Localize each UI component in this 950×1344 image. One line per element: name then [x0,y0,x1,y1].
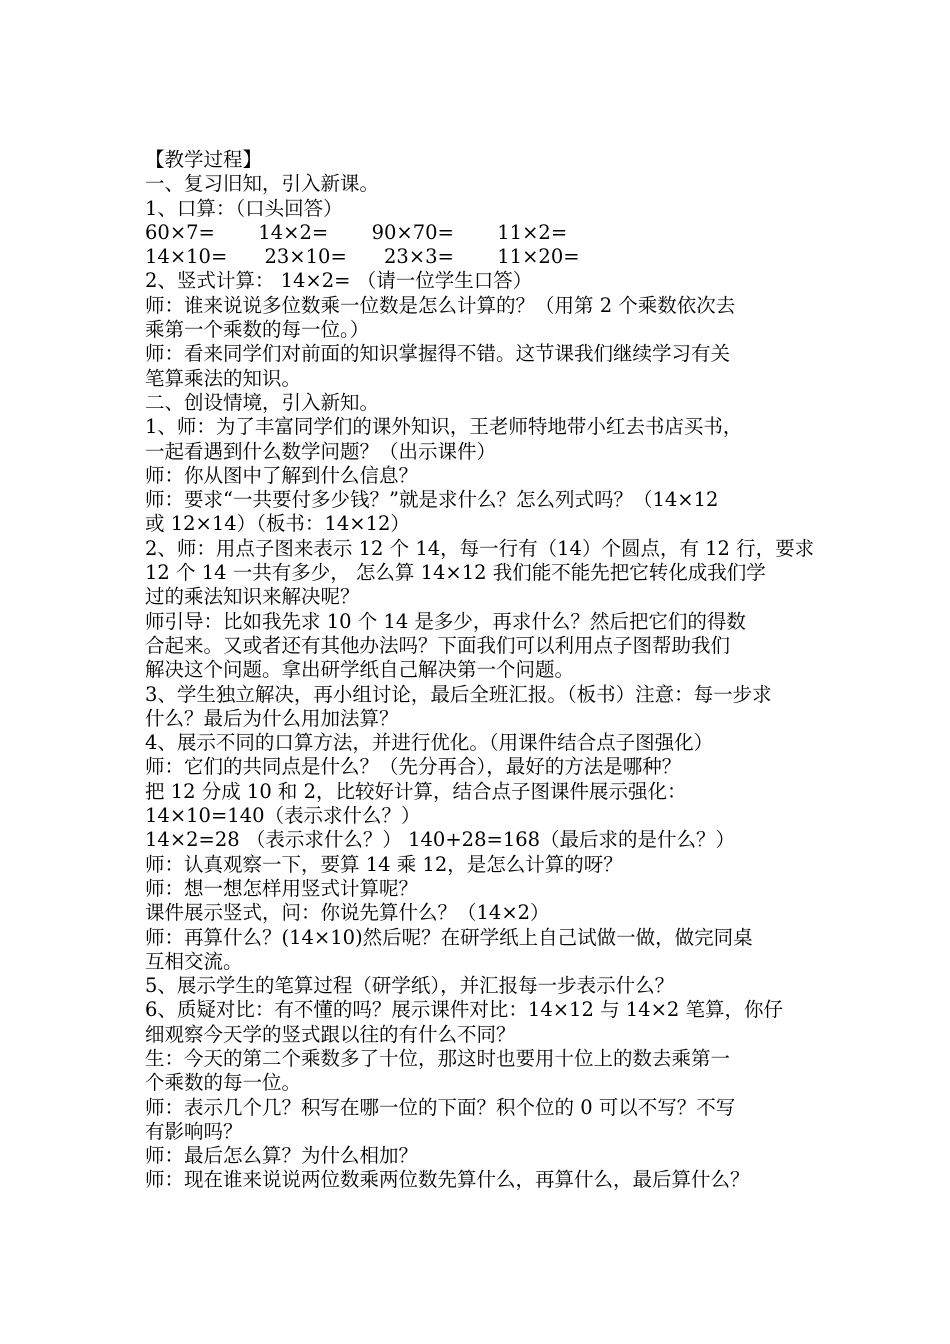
text-line: 2、师：用点子图来表示 12 个 14，每一行有（14）个圆点，有 12 行，要求 [145,536,815,560]
text-line: 师：最后怎么算？为什么相加？ [145,1144,419,1168]
text-line: 解决这个问题。拿出研学纸自己解决第一个问题。 [145,658,575,682]
text-line: 1、师：为了丰富同学们的课外知识，王老师特地带小红去书店买书， [145,415,743,439]
text-line: 14×10=140（表示求什么？） [145,804,421,828]
text-line: 1、口算：（口头回答） [145,196,343,220]
text-line: 师：现在谁来说说两位数乘两位数先算什么，再算什么，最后算什么？ [145,1168,750,1192]
text-line: 互相交流。 [145,949,243,973]
text-line: 或 12×14）（板书：14×12） [145,512,410,536]
text-line: 细观察今天学的竖式跟以往的有什么不同？ [145,1022,516,1046]
text-line: 笔算乘法的知识。 [145,366,302,390]
text-line: 师：看来同学们对前面的知识掌握得不错。这节课我们继续学习有关 [145,342,731,366]
text-line: 师：它们的共同点是什么？（先分再合），最好的方法是哪种？ [145,755,682,779]
text-line: 二、创设情境，引入新知。 [145,390,380,414]
text-line: 师：认真观察一下，要算 14 乘 12，是怎么计算的呀？ [145,852,623,876]
text-line: 个乘数的每一位。 [145,1071,302,1095]
text-line: 师：想一想怎样用竖式计算呢？ [145,876,419,900]
text-line: 师：再算什么？(14×10)然后呢？在研学纸上自己试做一做，做完同桌 [145,925,753,949]
text-line: 师：表示几个几？积写在哪一位的下面？积个位的 0 可以不写？不写 [145,1095,736,1119]
text-line: 过的乘法知识来解决呢？ [145,585,360,609]
text-line: 课件展示竖式，问：你说先算什么？（14×2） [145,901,550,925]
text-line: 4、展示不同的口算方法，并进行优化。（用课件结合点子图强化） [145,731,714,755]
text-line: 师：谁来说说多位数乘一位数是怎么计算的？（用第 2 个乘数依次去 [145,293,736,317]
text-line: 3、学生独立解决，再小组讨论，最后全班汇报。（板书）注意：每一步求 [145,682,772,706]
text-line: 有影响吗？ [145,1119,243,1143]
text-line: 师：要求“一共要付多少钱？”就是求什么？怎么列式吗？（14×12 [145,488,719,512]
text-line: 师：你从图中了解到什么信息？ [145,463,419,487]
document-body [145,148,825,1193]
text-line: 什么？最后为什么用加法算？ [145,706,399,730]
text-line: 12 个 14 一共有多少， 怎么算 14×12 我们能不能先把它转化成我们学 [145,561,766,585]
text-line: 14×10= 23×10= 23×3= 11×20= [145,245,580,269]
text-line: 14×2=28 （表示求什么？） 140+28=168（最后求的是什么？） [145,828,736,852]
text-line: 60×7= 14×2= 90×70= 11×2= [145,220,568,244]
text-line: 2、竖式计算： 14×2= （请一位学生口答） [145,269,533,293]
text-line: 5、展示学生的笔算过程（研学纸），并汇报每一步表示什么？ [145,974,675,998]
text-line: 把 12 分成 10 和 2，比较好计算，结合点子图课件展示强化： [145,779,687,803]
text-line: 生：今天的第二个乘数多了十位，那这时也要用十位上的数去乘第一 [145,1046,731,1070]
text-line: 乘第一个乘数的每一位。） [145,318,370,342]
text-line: 一、复习旧知，引入新课。 [145,172,380,196]
text-line: 师引导：比如我先求 10 个 14 是多少，再求什么？然后把它们的得数 [145,609,746,633]
text-line: 合起来。又或者还有其他办法吗？下面我们可以利用点子图帮助我们 [145,633,731,657]
text-line: 一起看遇到什么数学问题？（出示课件） [145,439,497,463]
text-line: 6、质疑对比：有不懂的吗？展示课件对比：14×12 与 14×2 笔算，你仔 [145,998,784,1022]
section-heading: 【教学过程】 [145,148,263,171]
